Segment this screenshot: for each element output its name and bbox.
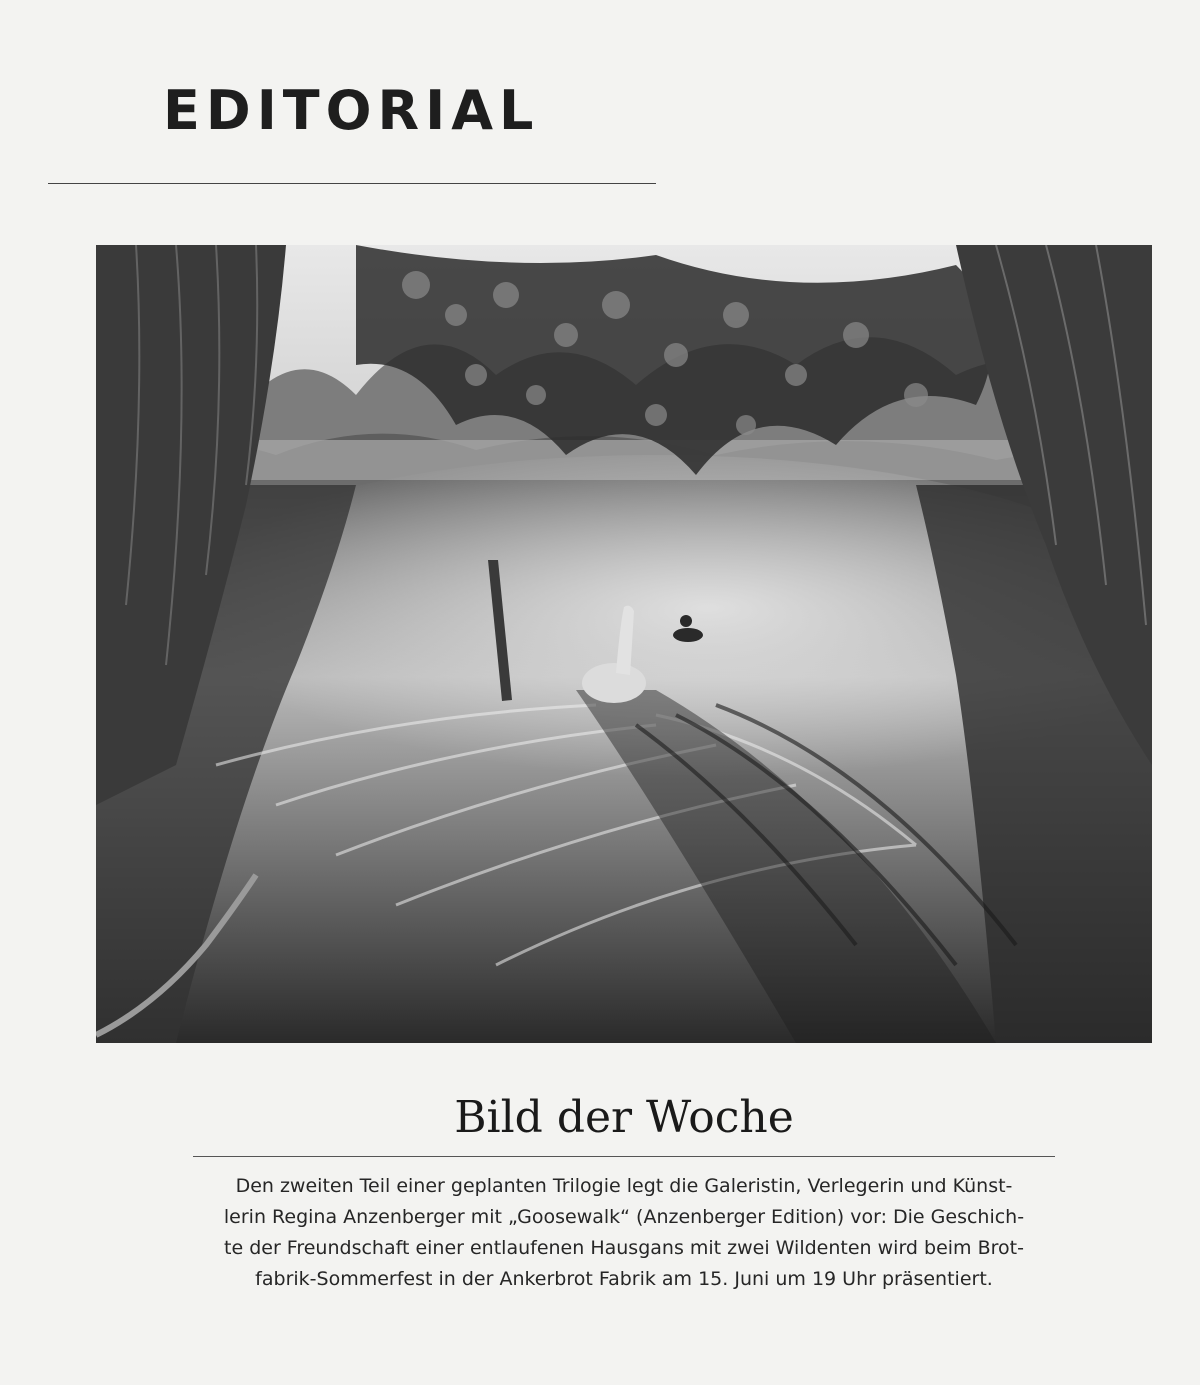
caption-divider [193,1156,1055,1157]
caption-body [193,1171,1055,1295]
caption-line: te der Freundschaft einer entlaufenen Hausgans mit zwei Wildenten wird beim Brot- [224,1237,1024,1259]
section-title: EDITORIAL [163,79,540,142]
caption-line: lerin Regina Anzenberger mit „Goosewalk“ (Anzenberger Edition) vor: Die Geschich- [223,1206,1025,1228]
caption-line: Den zweiten Teil einer geplanten Trilogie legt die Galeristin, Verlegerin und Künst- [235,1175,1013,1197]
caption-heading: Bild der Woche [454,1092,794,1143]
caption-line: fabrik-Sommerfest in der Ankerbrot Fabrik am 15. Juni um 19 Uhr präsentiert. [255,1268,993,1290]
title-divider [48,183,656,184]
photo-of-goose-and-duck-on-pond [96,245,1152,1043]
